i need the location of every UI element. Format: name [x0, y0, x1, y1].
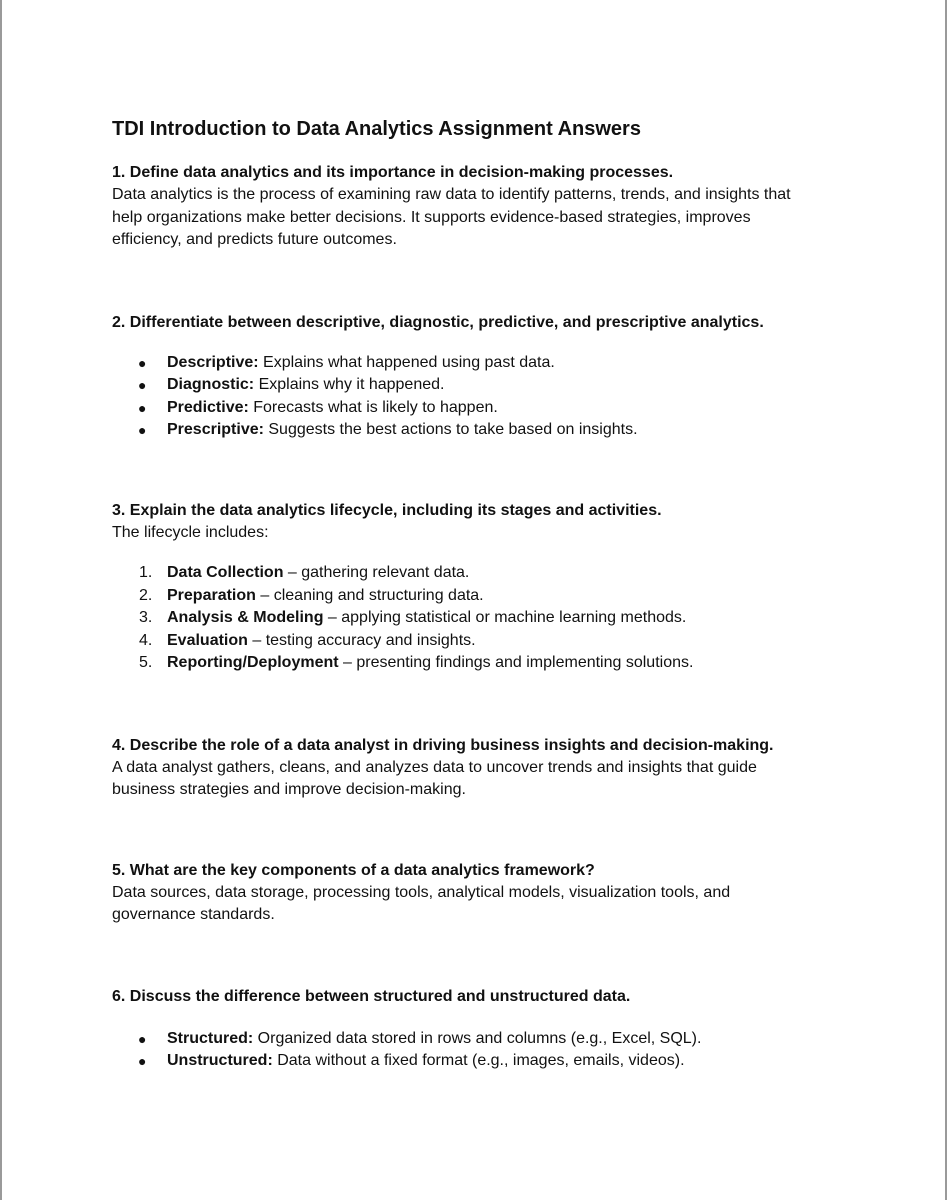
data-types-list [112, 1028, 872, 1073]
list-item: ● Structured: Organized data stored in rows and columns (e.g., Excel, SQL). [112, 1028, 872, 1051]
section-5 [112, 860, 872, 927]
answer-5-line-1: Data sources, data storage, processing tools, analytical models, visualization tools, and [112, 883, 731, 901]
list-item: ● Descriptive: Explains what happened using past data. [112, 352, 872, 375]
bullet-icon: ● [138, 1053, 147, 1069]
lifecycle-stages-list [112, 562, 872, 675]
question-1: 1. Define data analytics and its importance in decision-making processes. [112, 164, 674, 181]
section-6 [112, 986, 872, 1073]
question-6: 6. Discuss the difference between structured and unstructured data. [112, 987, 631, 1005]
bullet-icon: ● [138, 354, 147, 371]
bullet-icon: ● [138, 399, 147, 416]
answer-5-line-2: governance standards. [112, 906, 275, 923]
list-item: 2. Preparation – cleaning and structuring data. [139, 586, 484, 604]
list-item: ● Unstructured: Data without a fixed format (e.g., images, emails, videos). [112, 1050, 872, 1073]
document-title: TDI Introduction to Data Analytics Assignment Answers [112, 118, 641, 140]
list-item: ● Prescriptive: Suggests the best actions to take based on insights. [112, 419, 872, 442]
section-3 [112, 500, 872, 675]
analytics-types-list [112, 352, 872, 442]
question-3: 3. Explain the data analytics lifecycle, including its stages and activities. [112, 501, 662, 519]
page-edge-left [0, 0, 2, 1200]
list-item: 3. Analysis & Modeling – applying statistical or machine learning methods. [139, 609, 687, 626]
answer-4-line-1: A data analyst gathers, cleans, and analyzes data to uncover trends and insights that guide [112, 758, 757, 776]
section-2 [112, 312, 872, 442]
list-item: ● Predictive: Forecasts what is likely to happen. [112, 397, 872, 420]
section-4 [112, 735, 872, 802]
list-item: 1. Data Collection – gathering relevant data. [139, 564, 470, 581]
section-1 [112, 162, 872, 252]
answer-1-line-3: efficiency, and predicts future outcomes. [112, 231, 397, 248]
bullet-icon: ● [138, 377, 147, 393]
bullet-icon: ● [138, 422, 147, 438]
question-4: 4. Describe the role of a data analyst in driving business insights and decision-making. [112, 736, 774, 754]
lifecycle-intro: The lifecycle includes: [112, 523, 269, 541]
list-item: 4. Evaluation – testing accuracy and insights. [139, 631, 476, 649]
list-item: 5. Reporting/Deployment – presenting findings and implementing solutions. [139, 654, 694, 671]
document-body [112, 116, 872, 1073]
question-5: 5. What are the key components of a data analytics framework? [112, 861, 595, 879]
answer-1-line-1: Data analytics is the process of examining raw data to identify patterns, trends, and insights that [112, 186, 791, 203]
list-item: ● Diagnostic: Explains why it happened. [112, 374, 872, 397]
answer-4-line-2: business strategies and improve decision-making. [112, 781, 466, 798]
question-2: 2. Differentiate between descriptive, diagnostic, predictive, and prescriptive analytics. [112, 313, 764, 331]
answer-1-line-2: help organizations make better decisions. It supports evidence-based strategies, improves [112, 208, 751, 226]
bullet-icon: ● [138, 1030, 147, 1047]
